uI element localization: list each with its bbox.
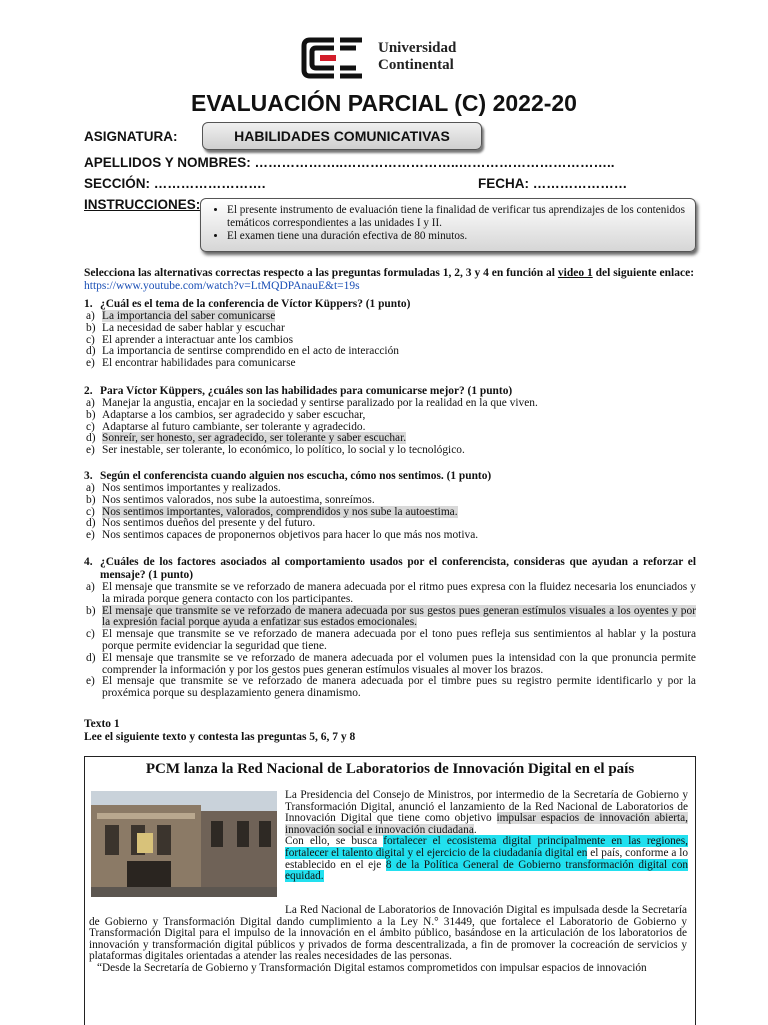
logo-line-2: Continental xyxy=(378,57,454,73)
article-text: “Desde la Secretaría de Gobierno y Transformación Digital estamos comprometidos con impulsar espacios de innovación xyxy=(97,961,647,974)
question-number: 2. xyxy=(84,385,93,397)
option-letter: e) xyxy=(86,444,95,457)
article-box xyxy=(84,756,696,1025)
instruction-item: • El presente instrumento de evaluación tiene la finalidad de verificar tus aprendizajes de los contenidos temáticos correspondientes a las unidades I y II. xyxy=(227,204,695,230)
option-letter: e) xyxy=(86,675,95,688)
option-a[interactable] xyxy=(84,582,696,606)
instructions-box xyxy=(200,198,696,252)
article-text: el país, conforme a lo establecido en el eje xyxy=(285,846,688,871)
option-letter: a) xyxy=(86,482,95,494)
subject-label: ASIGNATURA: xyxy=(84,129,178,144)
option-letter: d) xyxy=(86,345,96,358)
logo-mark-icon xyxy=(300,36,370,80)
article-paragraph-2 xyxy=(89,905,687,975)
names-label: APELLIDOS Y NOMBRES: xyxy=(84,155,251,170)
option-text: La importancia de sentirse comprendido en el acto de interacción xyxy=(102,345,399,358)
prompt-text-end: del siguiente enlace: xyxy=(595,267,695,279)
option-letter: a) xyxy=(86,581,95,593)
option-text: Nos sentimos valorados, nos sube la autoestima, sonreímos. xyxy=(102,493,375,506)
option-text: Manejar la angustia, encajar en la sociedad y sentirse paralizado por la realidad en la que viven. xyxy=(102,397,538,409)
option-text: Ser inestable, ser tolerante, lo económico, lo político, lo social y lo tecnológico. xyxy=(102,444,465,457)
option-letter: b) xyxy=(86,604,96,617)
question-text: ¿Cuáles de los factores asociados al comportamiento usados por el conferencista, consideras que ayudan a reforzar el mensaje? (1 punto) xyxy=(100,556,696,581)
option-letter: a) xyxy=(86,397,95,409)
article-text: La Red Nacional de Laboratorios de Innovación Digital es impulsada desde la Secretaría de Gobierno y Transformación Digital dando cumplimiento a la Ley N.° 31449, que fortalece el Laboratorio de Gobierno y Transformación Digital para el impulso de la innovación en el ámbito público, basándose en la articulación de los laboratorios de innovación y transformación digital públicos y privados de forma descentralizada, a fin de promover la cocreación de servicios y plataformas digitales orientadas a atender las reales necesidades de las personas. xyxy=(89,904,687,963)
option-text: Adaptarse a los cambios, ser agradecido y saber escuchar, xyxy=(102,408,366,421)
option-text: Nos sentimos importantes y realizados. xyxy=(102,482,281,494)
article-text: Con ello, se busca xyxy=(285,835,384,848)
prompt-text: Selecciona las alternativas correctas respecto a las preguntas formuladas 1, 2, 3 y 4 en función al xyxy=(84,267,555,279)
option-e[interactable] xyxy=(84,445,696,457)
section-label: SECCIÓN: xyxy=(84,176,151,191)
option-text: El encontrar habilidades para comunicarse xyxy=(102,357,296,370)
option-letter: b) xyxy=(86,321,96,334)
names-row xyxy=(84,155,615,170)
option-letter: e) xyxy=(86,529,95,542)
option-b[interactable] xyxy=(84,495,696,507)
date-row xyxy=(478,176,627,191)
option-text: La importancia del saber comunicarse xyxy=(102,310,276,322)
video-link[interactable]: https://www.youtube.com/watch?v=LtMQDPAnauE&t=19s xyxy=(84,280,360,292)
option-e[interactable] xyxy=(84,358,696,370)
option-text: Sonreír, ser honesto, ser agradecido, ser tolerante y saber escuchar. xyxy=(102,432,407,445)
option-text: Adaptarse al futuro cambiante, ser tolerante y agradecido. xyxy=(102,420,366,433)
option-d[interactable] xyxy=(84,653,696,677)
option-text: El mensaje que transmite se ve reforzado de manera adecuada por sus gestos pues generan estímulos visuales a los oyentes y por la expresión facial porque ayuda a enfatizar sus estados emocionales. xyxy=(102,604,696,629)
section-field[interactable]: ……………………. xyxy=(153,176,266,191)
article-highlight: fortalecer el ecosistema digital principalmente en las regiones, fortalecer el talento digital y el ejercicio de la ciudadanía digital en xyxy=(285,835,688,859)
text-1-header xyxy=(84,718,355,744)
question-number: 3. xyxy=(84,470,93,482)
option-b[interactable] xyxy=(84,606,696,630)
question-4 xyxy=(84,556,696,700)
option-letter: c) xyxy=(86,420,95,433)
question-1 xyxy=(84,298,696,370)
article-text: La Presidencia del Consejo de Ministros, por intermedio de la Secretaría de Gobierno y Transformación Digital, anunció el lanzamiento de la Red Nacional de Laboratorios de Innovación Digital que tiene como objetivo xyxy=(285,789,688,825)
university-logo xyxy=(300,36,480,84)
question-2 xyxy=(84,385,696,457)
question-text: Para Víctor Küppers, ¿cuáles son las habilidades para comunicarse mejor? (1 punto) xyxy=(100,385,513,397)
page-title: EVALUACIÓN PARCIAL (C) 2022-20 xyxy=(191,90,577,116)
subject-value: HABILIDADES COMUNICATIVAS xyxy=(202,122,482,150)
names-field[interactable]: ………………..……………………..…………………………….. xyxy=(254,155,615,170)
option-letter: c) xyxy=(86,628,95,641)
option-text: Nos sentimos importantes, valorados, comprendidos y nos sube la autoestima. xyxy=(102,505,458,518)
option-e[interactable] xyxy=(84,530,696,542)
question-text: ¿Cuál es el tema de la conferencia de Víctor Küppers? (1 punto) xyxy=(100,298,411,310)
option-letter: d) xyxy=(86,432,96,445)
option-text: La necesidad de saber hablar y escuchar xyxy=(102,321,285,334)
option-letter: e) xyxy=(86,357,95,370)
option-text: El mensaje que transmite se ve reforzado de manera adecuada por el timbre pues su registro permite identificarlo y por la proxémica porque su desplazamiento genera dinamismo. xyxy=(102,675,696,700)
option-text: El aprender a interactuar ante los cambios xyxy=(102,333,294,346)
option-text: El mensaje que transmite se ve reforzado de manera adecuada por el tono pues refleja sus sentimientos al hablar y la postura porque permite evidenciar la seguridad que tiene. xyxy=(102,628,696,652)
date-field[interactable]: ………………… xyxy=(532,176,628,191)
option-letter: c) xyxy=(86,333,95,346)
article-headline: PCM lanza la Red Nacional de Laboratorios de Innovación Digital en el país xyxy=(145,761,635,777)
option-text: El mensaje que transmite se ve reforzado de manera adecuada por el volumen pues la intensidad con la que pronuncia permite comprender la información y por los gestos pues generan estímulos visuales al mover los brazos. xyxy=(102,651,696,676)
option-letter: d) xyxy=(86,651,96,664)
question-text: Según el conferencista cuando alguien nos escucha, cómo nos sentimos. (1 punto) xyxy=(100,470,492,482)
article-paragraph-1 xyxy=(285,790,688,883)
questions-prompt xyxy=(84,267,694,293)
article-highlight: impulsar espacios de innovación abierta, innovación social e innovación ciudadana xyxy=(285,812,688,836)
question-number: 1. xyxy=(84,298,93,310)
option-text: El mensaje que transmite se ve reforzado de manera adecuada por el ritmo pues expresa con la fluidez necesaria los enunciados y la mirada porque genera contacto con los participantes. xyxy=(102,581,696,605)
question-number: 4. xyxy=(84,556,93,568)
article-highlight: 8 de la Política General de Gobierno transformación digital con equidad. xyxy=(285,858,688,883)
option-text: Nos sentimos dueños del presente y del futuro. xyxy=(102,517,316,530)
option-letter: b) xyxy=(86,408,96,421)
option-letter: c) xyxy=(86,505,95,518)
logo-text xyxy=(378,40,456,74)
option-letter: a) xyxy=(86,310,95,322)
video-reference: video 1 xyxy=(557,267,593,279)
option-text: Nos sentimos capaces de proponernos objetivos para hacer lo que más nos motiva. xyxy=(102,529,479,542)
option-e[interactable] xyxy=(84,676,696,700)
government-building-photo xyxy=(91,791,277,897)
date-label: FECHA: xyxy=(478,176,529,191)
option-letter: d) xyxy=(86,517,96,530)
text-1-instruction: Lee el siguiente texto y contesta las preguntas 5, 6, 7 y 8 xyxy=(84,731,356,743)
instructions-label: INSTRUCCIONES: xyxy=(84,197,201,212)
option-letter: b) xyxy=(86,493,96,506)
option-c[interactable] xyxy=(84,629,696,653)
instruction-item: • El examen tiene una duración efectiva de 80 minutos. xyxy=(227,230,695,243)
question-3 xyxy=(84,470,696,542)
section-row xyxy=(84,176,266,191)
text-1-label: Texto 1 xyxy=(84,718,120,730)
option-b[interactable] xyxy=(84,410,696,422)
logo-line-1: Universidad xyxy=(378,40,457,56)
article-text: . xyxy=(473,823,477,836)
option-b[interactable] xyxy=(84,323,696,335)
